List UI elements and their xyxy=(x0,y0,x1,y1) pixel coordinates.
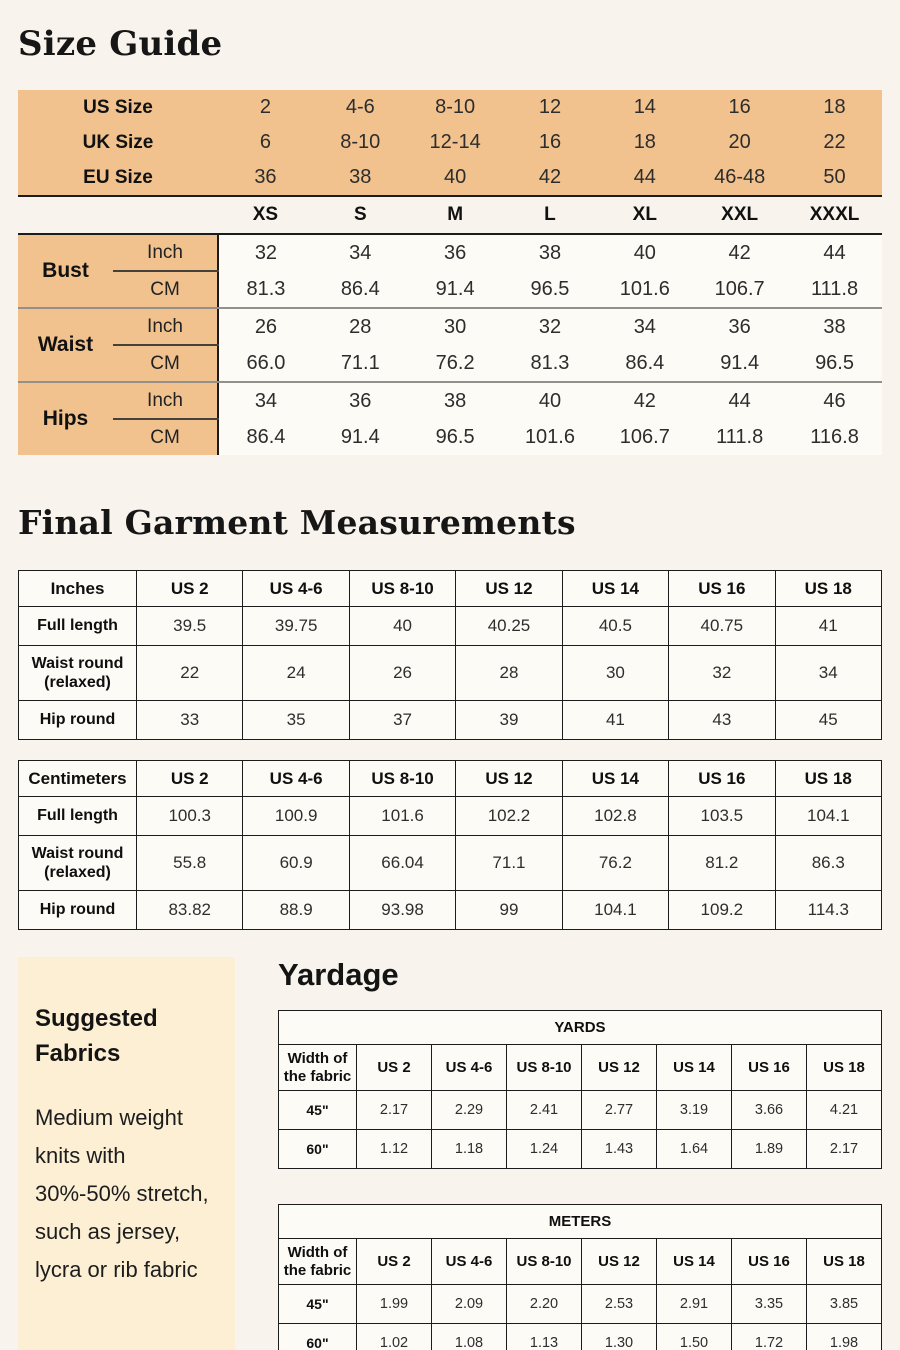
size-letter-cell: XXL xyxy=(692,196,787,234)
size-header-cell: US 8-10 xyxy=(507,1045,582,1091)
hip-round-cm-cell: 93.98 xyxy=(349,891,455,930)
inches-unit-header: Inches xyxy=(19,571,137,607)
size-header-cell: US 12 xyxy=(582,1045,657,1091)
waist-cm-cell: 71.1 xyxy=(313,345,408,382)
size-header-cell: US 16 xyxy=(669,571,775,607)
width-60-label: 60" xyxy=(279,1324,357,1350)
waist-round-in-cell: 30 xyxy=(562,646,668,701)
waist-inch-unit: Inch xyxy=(113,308,218,345)
size-header-cell: US 2 xyxy=(137,761,243,797)
hips-cm-cell: 106.7 xyxy=(597,419,692,455)
eu-size-cell: 38 xyxy=(313,160,408,196)
fabric-width-header: Width of the fabric xyxy=(279,1239,357,1285)
eu-size-cell: 44 xyxy=(597,160,692,196)
waist-inch-cell: 32 xyxy=(503,308,598,345)
meters-60-cell: 1.98 xyxy=(807,1324,882,1350)
hip-round-in-cell: 43 xyxy=(669,701,775,740)
meters-45-cell: 3.85 xyxy=(807,1285,882,1324)
full-length-cm-cell: 102.8 xyxy=(562,797,668,836)
bust-inch-cell: 40 xyxy=(597,234,692,271)
uk-size-cell: 12-14 xyxy=(408,125,503,160)
full-length-cm-cell: 100.9 xyxy=(243,797,349,836)
hips-inch-cell: 38 xyxy=(408,382,503,419)
size-guide-title: Size Guide xyxy=(18,24,223,64)
yardage-section xyxy=(278,957,882,1350)
waist-round-in-cell: 28 xyxy=(456,646,562,701)
waist-round-cm-cell: 86.3 xyxy=(775,836,881,891)
size-letter-cell: XL xyxy=(597,196,692,234)
hip-round-in-cell: 37 xyxy=(349,701,455,740)
hips-cm-cell: 91.4 xyxy=(313,419,408,455)
table-row xyxy=(19,701,882,740)
meters-45-cell: 1.99 xyxy=(357,1285,432,1324)
eu-size-cell: 50 xyxy=(787,160,882,196)
full-length-in-cell: 41 xyxy=(775,607,881,646)
bust-cm-cell: 111.8 xyxy=(787,271,882,308)
uk-size-cell: 8-10 xyxy=(313,125,408,160)
hip-round-cm-cell: 88.9 xyxy=(243,891,349,930)
hips-inch-cell: 44 xyxy=(692,382,787,419)
hips-inch-cell: 42 xyxy=(597,382,692,419)
hips-cm-cell: 96.5 xyxy=(408,419,503,455)
meters-45-cell: 2.20 xyxy=(507,1285,582,1324)
meters-60-cell: 1.30 xyxy=(582,1324,657,1350)
hips-cm-cell: 116.8 xyxy=(787,419,882,455)
hips-label: Hips xyxy=(18,382,113,455)
size-header-cell: US 16 xyxy=(669,761,775,797)
size-header-cell: US 8-10 xyxy=(507,1239,582,1285)
waist-inch-cell: 34 xyxy=(597,308,692,345)
hips-cm-cell: 101.6 xyxy=(503,419,598,455)
yards-45-cell: 2.29 xyxy=(432,1091,507,1130)
full-length-label: Full length xyxy=(19,607,137,646)
hips-cm-cell: 111.8 xyxy=(692,419,787,455)
hips-inch-cell: 36 xyxy=(313,382,408,419)
bust-label: Bust xyxy=(18,234,113,308)
us-size-cell: 16 xyxy=(692,90,787,125)
size-header-cell: US 4-6 xyxy=(432,1045,507,1091)
waist-round-cm-cell: 60.9 xyxy=(243,836,349,891)
bust-inch-cell: 42 xyxy=(692,234,787,271)
table-row xyxy=(279,1130,882,1169)
hip-round-in-cell: 45 xyxy=(775,701,881,740)
waist-round-cm-cell: 76.2 xyxy=(562,836,668,891)
hip-round-cm-cell: 109.2 xyxy=(669,891,775,930)
us-size-cell: 2 xyxy=(218,90,313,125)
size-header-cell: US 16 xyxy=(732,1239,807,1285)
uk-size-cell: 6 xyxy=(218,125,313,160)
waist-inch-cell: 36 xyxy=(692,308,787,345)
size-header-cell: US 14 xyxy=(562,761,668,797)
size-header-cell: US 14 xyxy=(657,1239,732,1285)
width-45-label: 45" xyxy=(279,1091,357,1130)
size-header-cell: US 8-10 xyxy=(349,761,455,797)
size-letter-cell: M xyxy=(408,196,503,234)
size-letter-cell: L xyxy=(503,196,598,234)
waist-round-in-cell: 32 xyxy=(669,646,775,701)
us-size-cell: 8-10 xyxy=(408,90,503,125)
hips-cm-cell: 86.4 xyxy=(218,419,313,455)
hip-round-label: Hip round xyxy=(19,701,137,740)
size-header-cell: US 2 xyxy=(357,1239,432,1285)
yardage-title: Yardage xyxy=(278,957,399,992)
waist-round-cm-cell: 81.2 xyxy=(669,836,775,891)
yards-60-cell: 1.18 xyxy=(432,1130,507,1169)
table-caption-row xyxy=(279,1205,882,1239)
waist-round-in-cell: 22 xyxy=(137,646,243,701)
waist-round-cm-cell: 55.8 xyxy=(137,836,243,891)
width-45-label: 45" xyxy=(279,1285,357,1324)
waist-round-in-cell: 26 xyxy=(349,646,455,701)
suggested-fabrics-box xyxy=(18,957,235,1350)
table-row xyxy=(19,836,882,891)
hip-round-label: Hip round xyxy=(19,891,137,930)
hip-round-cm-cell: 99 xyxy=(456,891,562,930)
us-size-label: US Size xyxy=(18,90,218,125)
bust-inch-unit: Inch xyxy=(113,234,218,271)
full-length-in-cell: 40.5 xyxy=(562,607,668,646)
bust-cm-cell: 86.4 xyxy=(313,271,408,308)
bust-inch-cell: 44 xyxy=(787,234,882,271)
meters-60-cell: 1.02 xyxy=(357,1324,432,1350)
table-row xyxy=(19,646,882,701)
fabric-width-header: Width of the fabric xyxy=(279,1045,357,1091)
size-header-cell: US 14 xyxy=(562,571,668,607)
table-row xyxy=(18,419,882,455)
bust-inch-cell: 38 xyxy=(503,234,598,271)
full-length-in-cell: 40.25 xyxy=(456,607,562,646)
size-header-cell: US 2 xyxy=(137,571,243,607)
size-guide-table xyxy=(18,90,882,455)
full-length-cm-cell: 101.6 xyxy=(349,797,455,836)
yards-45-cell: 2.17 xyxy=(357,1091,432,1130)
meters-45-cell: 2.53 xyxy=(582,1285,657,1324)
hip-round-in-cell: 35 xyxy=(243,701,349,740)
size-header-cell: US 4-6 xyxy=(243,571,349,607)
table-row xyxy=(279,1091,882,1130)
bust-inch-cell: 36 xyxy=(408,234,503,271)
yards-60-cell: 1.24 xyxy=(507,1130,582,1169)
size-header-cell: US 18 xyxy=(807,1239,882,1285)
waist-inch-cell: 26 xyxy=(218,308,313,345)
waist-inch-cell: 28 xyxy=(313,308,408,345)
waist-round-label: Waist round (relaxed) xyxy=(19,646,137,701)
table-header-row xyxy=(19,571,882,607)
fabrics-and-yardage-section xyxy=(18,957,900,1350)
suggested-fabrics-title: Suggested Fabrics xyxy=(35,1005,158,1067)
hip-round-cm-cell: 114.3 xyxy=(775,891,881,930)
yards-60-cell: 1.64 xyxy=(657,1130,732,1169)
waist-cm-cell: 66.0 xyxy=(218,345,313,382)
hip-round-in-cell: 33 xyxy=(137,701,243,740)
meters-caption: METERS xyxy=(279,1205,882,1239)
full-length-cm-cell: 102.2 xyxy=(456,797,562,836)
bust-cm-cell: 106.7 xyxy=(692,271,787,308)
table-row xyxy=(18,308,882,345)
hips-cm-unit: CM xyxy=(113,419,218,455)
meters-60-cell: 1.13 xyxy=(507,1324,582,1350)
yards-60-cell: 1.43 xyxy=(582,1130,657,1169)
table-row xyxy=(18,90,882,125)
hips-inch-cell: 46 xyxy=(787,382,882,419)
table-row xyxy=(18,160,882,196)
bust-cm-cell: 96.5 xyxy=(503,271,598,308)
size-letters-row xyxy=(18,196,882,234)
waist-round-cm-cell: 71.1 xyxy=(456,836,562,891)
table-row xyxy=(18,271,882,308)
hip-round-in-cell: 39 xyxy=(456,701,562,740)
hip-round-cm-cell: 104.1 xyxy=(562,891,668,930)
yards-60-cell: 2.17 xyxy=(807,1130,882,1169)
size-header-cell: US 18 xyxy=(807,1045,882,1091)
meters-45-cell: 2.91 xyxy=(657,1285,732,1324)
meters-45-cell: 3.35 xyxy=(732,1285,807,1324)
yards-45-cell: 4.21 xyxy=(807,1091,882,1130)
eu-size-label: EU Size xyxy=(18,160,218,196)
uk-size-cell: 20 xyxy=(692,125,787,160)
table-row xyxy=(19,891,882,930)
bust-cm-unit: CM xyxy=(113,271,218,308)
hip-round-in-cell: 41 xyxy=(562,701,668,740)
eu-size-cell: 40 xyxy=(408,160,503,196)
bust-cm-cell: 81.3 xyxy=(218,271,313,308)
waist-round-cm-cell: 66.04 xyxy=(349,836,455,891)
us-size-cell: 12 xyxy=(503,90,598,125)
table-caption-row xyxy=(279,1011,882,1045)
size-header-cell: US 16 xyxy=(732,1045,807,1091)
yards-60-cell: 1.12 xyxy=(357,1130,432,1169)
waist-label: Waist xyxy=(18,308,113,382)
bust-inch-cell: 34 xyxy=(313,234,408,271)
bust-cm-cell: 101.6 xyxy=(597,271,692,308)
us-size-cell: 4-6 xyxy=(313,90,408,125)
yards-45-cell: 2.41 xyxy=(507,1091,582,1130)
letters-blank-cell xyxy=(18,196,218,234)
table-row xyxy=(19,607,882,646)
suggested-fabrics-text: Medium weight knits with 30%-50% stretch, such as jersey, lycra or rib fabric xyxy=(35,1105,209,1282)
uk-size-cell: 18 xyxy=(597,125,692,160)
size-header-cell: US 8-10 xyxy=(349,571,455,607)
size-header-cell: US 12 xyxy=(582,1239,657,1285)
table-row xyxy=(18,382,882,419)
size-header-cell: US 2 xyxy=(357,1045,432,1091)
table-row xyxy=(279,1285,882,1324)
garment-centimeters-table xyxy=(18,760,882,930)
table-row xyxy=(19,797,882,836)
uk-size-label: UK Size xyxy=(18,125,218,160)
full-length-in-cell: 40.75 xyxy=(669,607,775,646)
waist-inch-cell: 38 xyxy=(787,308,882,345)
waist-cm-unit: CM xyxy=(113,345,218,382)
waist-cm-cell: 76.2 xyxy=(408,345,503,382)
full-length-cm-cell: 100.3 xyxy=(137,797,243,836)
full-length-label: Full length xyxy=(19,797,137,836)
waist-inch-cell: 30 xyxy=(408,308,503,345)
meters-60-cell: 1.50 xyxy=(657,1324,732,1350)
full-length-in-cell: 40 xyxy=(349,607,455,646)
bust-cm-cell: 91.4 xyxy=(408,271,503,308)
hips-inch-cell: 34 xyxy=(218,382,313,419)
table-header-row xyxy=(279,1045,882,1091)
uk-size-cell: 22 xyxy=(787,125,882,160)
hip-round-cm-cell: 83.82 xyxy=(137,891,243,930)
waist-round-label: Waist round (relaxed) xyxy=(19,836,137,891)
size-header-cell: US 4-6 xyxy=(432,1239,507,1285)
table-header-row xyxy=(279,1239,882,1285)
table-row xyxy=(18,234,882,271)
meters-60-cell: 1.08 xyxy=(432,1324,507,1350)
centimeters-unit-header: Centimeters xyxy=(19,761,137,797)
eu-size-cell: 46-48 xyxy=(692,160,787,196)
waist-cm-cell: 86.4 xyxy=(597,345,692,382)
size-letter-cell: S xyxy=(313,196,408,234)
hips-inch-cell: 40 xyxy=(503,382,598,419)
size-header-cell: US 12 xyxy=(456,571,562,607)
us-size-cell: 14 xyxy=(597,90,692,125)
waist-cm-cell: 96.5 xyxy=(787,345,882,382)
table-row xyxy=(18,125,882,160)
size-letter-cell: XS xyxy=(218,196,313,234)
size-header-cell: US 4-6 xyxy=(243,761,349,797)
size-header-cell: US 12 xyxy=(456,761,562,797)
table-header-row xyxy=(19,761,882,797)
eu-size-cell: 42 xyxy=(503,160,598,196)
uk-size-cell: 16 xyxy=(503,125,598,160)
full-length-in-cell: 39.5 xyxy=(137,607,243,646)
full-length-cm-cell: 104.1 xyxy=(775,797,881,836)
bust-inch-cell: 32 xyxy=(218,234,313,271)
meters-60-cell: 1.72 xyxy=(732,1324,807,1350)
garment-inches-table xyxy=(18,570,882,740)
yards-45-cell: 3.19 xyxy=(657,1091,732,1130)
yards-60-cell: 1.89 xyxy=(732,1130,807,1169)
meters-table xyxy=(278,1204,882,1350)
yards-table xyxy=(278,1010,882,1169)
waist-cm-cell: 91.4 xyxy=(692,345,787,382)
waist-round-in-cell: 24 xyxy=(243,646,349,701)
size-letter-cell: XXXL xyxy=(787,196,882,234)
size-header-cell: US 18 xyxy=(775,761,881,797)
garment-measurements-title: Final Garment Measurements xyxy=(18,503,576,542)
yards-caption: YARDS xyxy=(279,1011,882,1045)
width-60-label: 60" xyxy=(279,1130,357,1169)
eu-size-cell: 36 xyxy=(218,160,313,196)
table-row xyxy=(279,1324,882,1350)
hips-inch-unit: Inch xyxy=(113,382,218,419)
yards-45-cell: 3.66 xyxy=(732,1091,807,1130)
yards-45-cell: 2.77 xyxy=(582,1091,657,1130)
size-header-cell: US 18 xyxy=(775,571,881,607)
full-length-in-cell: 39.75 xyxy=(243,607,349,646)
us-size-cell: 18 xyxy=(787,90,882,125)
full-length-cm-cell: 103.5 xyxy=(669,797,775,836)
table-row xyxy=(18,345,882,382)
waist-round-in-cell: 34 xyxy=(775,646,881,701)
waist-cm-cell: 81.3 xyxy=(503,345,598,382)
meters-45-cell: 2.09 xyxy=(432,1285,507,1324)
size-header-cell: US 14 xyxy=(657,1045,732,1091)
